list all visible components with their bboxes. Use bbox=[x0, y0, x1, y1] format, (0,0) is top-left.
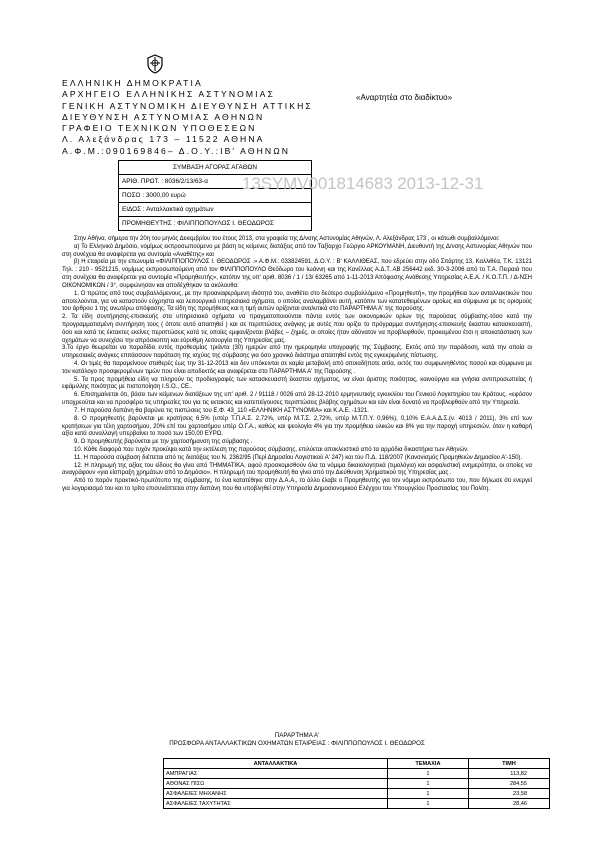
publish-online-note: «Αναρτητέα στο διαδίκτυο» bbox=[356, 93, 453, 102]
table-row bbox=[164, 789, 550, 799]
part-name: ΑΣΦΑΛΕΙΕΣ ΤΑΧΥΤΗΤΑΣ bbox=[164, 799, 388, 809]
contract-title: ΣΥΜΒΑΣΗ ΑΓΟΡΑΣ ΑΓΑΘΩΝ bbox=[119, 161, 312, 175]
greek-emblem-icon bbox=[146, 54, 164, 74]
table-row bbox=[164, 779, 550, 789]
part-name: ΑΣΦΑΛΕΙΕΣ ΜΗΧΑΝΗΣ bbox=[164, 789, 388, 799]
header-line: Α.Φ.Μ.:090169846– Δ.Ο.Υ.:ΙΒ' ΑΘΗΝΩΝ bbox=[62, 145, 291, 156]
annex-title: ΠΑΡΑΡΤΗΜΑ Α' bbox=[274, 732, 320, 739]
body-paragraph: 5. Τα προς προμήθεια είδη να πληρούν τις προδιαγραφές των κατασκευαστή έκαστου οχήματος, να είναι άριστης ποιότητας, καινούργια και γνήσια αντιπροσωπείας ή εφάμιλλης ποιότητας με πιστοποίηση I.S.O., CE.. bbox=[62, 376, 532, 391]
header-line: ΕΛΛΗΝΙΚΗ ΔΗΜΟΚΡΑΤΙΑ bbox=[62, 78, 203, 88]
table-row bbox=[164, 799, 550, 809]
part-price: 284,55 bbox=[468, 779, 549, 789]
body-paragraph: 3.Το έργο θεωρείται να παραδίδει εντός προθεσμίας τριάντα (30) ημερών από την ημερομηνία υπογραφής της Σύμβασης. Εκτός από την παράδοση, κατά την οποία οι υπηρεσιακές ανάγκες επιτάσσουν παράταση της ισχύος της σύμβασης για όσο χρονικό διάστημα απαιτηθεί εντός της εγκεκριμένης πίστωσης. bbox=[62, 345, 532, 360]
part-price: 113,82 bbox=[468, 769, 549, 779]
body-paragraph: 10. Κάθε διαφορά που τυχόν προκύψει κατά την εκτέλεση της παρούσας σύμβασης, επιλύεται αποκλειστικά από τα αρμόδια δικαστήρια των Αθηνών. bbox=[74, 446, 469, 453]
column-header: ΤΕΜΑΧΙΑ bbox=[387, 759, 468, 769]
parts-table bbox=[163, 758, 550, 809]
header-line: Λ. Αλεξάνδρας 173 – 11522 ΑΘΗΝΑ bbox=[62, 134, 265, 145]
body-paragraph: β) Η εταιρεία με την επωνυμία «ΦΙΛΙΠΠΟΠΟΥΛΟΣ Ι. ΘΕΟΔΩΡΟΣ .» Α.Φ.Μ.: 033824591, Δ.Ο.Υ. : Β' ΚΑΛΛΙΘΕΑΣ, που εδρεύει στην οδό Σπάρτης 13, Καλλιθέα, Τ.Κ. 13121 Τηλ. : 210 - 9521215, νομίμως εκπροσωπούμενη από τον ΦΙΛΙΠΠΟΠΟΥΛΟ Θεόδωρο του Ιωάννη και της Κανέλλας Α.Δ.Τ. ΑΒ 256442 εκδ. 30-3-2006 από το Τ.Α. Πειραιά που στη συνέχεια θα αναφέρεται για συντομία «Προμηθευτής», κατόπιν της υπ' αριθ. 8036 / 1 / 13/ 63265 από 1-11-2013 Απόφασης Ανάθεσης Υπηρεσίας Α.Ε.Α. / Κ.Ο.Τ.Π. / Δ-ΝΣΗ ΟΙΚΟΝΟΜΙΚΩΝ / 3°, συμφώνησαν και αποδέχθηκαν τα ακόλουθα: bbox=[62, 259, 532, 289]
body-paragraph: 9. Ο προμηθευτής βαρύνεται με την χαρτοσήμανση της σύμβασης . bbox=[74, 439, 253, 446]
body-paragraph: 11. Η παρούσα σύμβαση διέπεται από τις διατάξεις του Ν. 2362/95 (Περί Δημοσίου Λογιστικού Α' 247) και του Π.Δ. 118/2007 (Κανονισμός Προμηθειών Δημοσίου Α'-150). bbox=[74, 454, 523, 461]
body-paragraph: α) Το Ελληνικό Δημόσιο, νομίμως εκπροσωπούμενο με βάση τις κείμενες διατάξεις από τον Ταξίαρχο Γεώργιο ΑΡΚΟΥΜΑΝΗ, Διευθυντή της Δ/νσης Αστυνομίας Αθηνών που στη συνέχεια θα αναφέρεται για συντομία «Αναθέτης» και bbox=[62, 243, 532, 258]
body-paragraph: 8. Ο προμηθευτής βαρύνεται με κρατήσεις 6,5% (υπέρ Τ.Π.Α.Σ. 2,72%, υπέρ Μ.Τ.Σ. 2,72%, υπέρ Μ.Τ.Π.Υ. 0,96%), 0,10% Ε.Α.Α.Δ.Σ.(ν. 4013 / 2011), 3% επί των κρατήσεων για τέλη χαρτοσήμου, 20% επί του χαρτοσήμου υπέρ Ο.Γ.Α., καθώς και ψεολογία 4% για την προμήθεια υλικών και 8% για την παροχή υπηρεσιών, όταν η καθαρή αξία κατά συναλλαγή υπερβαίνει το ποσό των 150,00 ΕΥΡΩ. bbox=[62, 415, 532, 438]
body-paragraph: 12. Η πληρωμή της αξίας του είδους θα γίνει από ΤΗΜΜΑΤΙΚΑ, αφού προσκομισθούν όλα τα νόμιμα δικαιολογητικά (τιμολόγιο) και ασφαλιστική ενημερότητα, οι οποίες να αναγράφουν «για είσπραξη χρημάτων από το Δημόσιο». Η πληρωμή του προμηθευτή θα γίνει από την Διεύθυνση Χρηματικού της Υπηρεσίας μας . bbox=[62, 462, 532, 477]
body-paragraph: 6. Επισημαίνεται ότι, βάσει των κείμενων διατάξεων της υπ' αριθ. 2 / 91118 / 0026 από 28-12-2010 ερμηνευτικής εγκυκλίου του Γενικού Λογιστηρίου του Κράτους, «εφόσον υποχρεούται και να προσφέρει τις υπηρεσίες του για τις εκτακτες και κατεπείγουσες περιπτώσεις βλάβης οχημάτων και εάν είναι δυνατό να προβλεφθούν από την Υπηρεσία. bbox=[62, 392, 532, 407]
protocol-number: ΑΡΙΘ. ΠΡΩΤ. : 8036/2/13/63-α bbox=[119, 175, 312, 189]
part-quantity: 1 bbox=[387, 769, 468, 779]
column-header: ΑΝΤΑΛΛΑΚΤΙΚΑ bbox=[164, 759, 388, 769]
ada-watermark-code: 13SYMV001814683 2013-12-31 bbox=[242, 174, 484, 193]
body-paragraph: 1. Ο πρώτος από τους συμβαλλόμενους, με την προαναφερόμενη ιδιότητά του, αναθέτει στο δεύτερο συμβαλλόμενο «Προμηθευτή», την προμήθεια των ανταλλακτικών που αποτελούνται, για να καταστούν εύχρηστα και λειτουργικά υπηρεσιακά οχήματα, ο οποίος αναλαμβάνει αυτή, κατόπιν των κατατεθειμένων ομοίως και σύμφωνα με τις ορισμούς του άρθρου 1 της ανωτέρω απόφασης. Τα είδη της προμήθειας και η τιμή αυτών ορίζονται αναλυτικά στο ΠΑΡΑΡΤΗΜΑ Α' της παρούσης. bbox=[62, 290, 532, 313]
contract-info-table bbox=[118, 160, 312, 231]
contract-amount: ΠΟΣΟ : 3000,00 ευρώ bbox=[119, 189, 312, 203]
table-row bbox=[164, 769, 550, 779]
contract-supplier: ΠΡΟΜΗΘΕΥΤΗΣ : ΦΙΛΙΠΠΟΠΟΥΛΟΣ Ι. ΘΕΟΔΩΡΟΣ bbox=[119, 217, 312, 231]
part-name: ΑΜΠΡΑΓΙΑΣ bbox=[164, 769, 388, 779]
part-price: 23,58 bbox=[468, 789, 549, 799]
issuer-header bbox=[62, 78, 392, 157]
body-paragraph: Από το παρόν πρακτικό-πρωτότυπο της σύμβασης, το ένα κατατέθηκε στην Δ.Α.Α., το άλλο έλαβε ο Προμηθευτής για τον νόμιμο εκπρόσωπο του, που δήλωσε ότι ενεργεί για λογαριασμό του και το τρίτο επισυνάπτεται στην δαπάνη που θα υποβληθεί στην Υπηρεσία Δημοσιονομικού Ελέγχου του Υπουργείου Προστασίας του Πολίτη. bbox=[62, 478, 532, 492]
annex-heading bbox=[62, 732, 532, 747]
body-paragraph: 2. Τα είδη συντήρησης-επισκευής στα υπηρεσιακά οχήματα να πραγματοποιούνται πάντα εντός των οικονομικών ορίων της παρούσας σύμβασης-τόσο κατά την προγραμματισμένη συντήρηση τους ( όποτε αυτό απαιτηθεί ) και σε περιπτώσεις ανάγκης με αυτές που ορίζει το πρόγραμμα συντήρησης-επισκευής έκαστου κατασκευαστή, όσο και κατά τις έκτακτες εκείνες περιπτώσεις κατά τις οποίες εμφανίζονται βλάβες – ζημιές, οι οποίες ήταν αδύνατον να προβλεφθούν, προκειμένου έτσι η αποκατάσταση των οχημάτων να συνεχίσει την απρόσκοπτη και εύρυθμη λειτουργία της Υπηρεσίας μας. bbox=[62, 314, 532, 344]
header-line: ΓΡΑΦΕΙΟ ΤΕΧΝΙΚΩΝ ΥΠΟΘΕΣΕΩΝ bbox=[62, 123, 257, 134]
part-quantity: 1 bbox=[387, 779, 468, 789]
header-line: ΑΡΧΗΓΕΙΟ ΕΛΛΗΝΙΚΗΣ ΑΣΤΥΝΟΜΙΑΣ bbox=[62, 89, 275, 100]
body-paragraph: 7. Η παρούσα δαπάνη θα βαρύνει τις πιστώσεις του Ε.Φ. 43_110 «ΕΛΛΗΝΙΚΗ ΑΣΤΥΝΟΜΙΑ» και Κ.Α.Ε. -1321. bbox=[74, 407, 369, 414]
column-header: ΤΙΜΗ bbox=[468, 759, 549, 769]
part-name: ΑΘΟΝΑΣ ΠΙΣΩ bbox=[164, 779, 388, 789]
body-paragraph: 4. Οι τιμές θα παραμείνουν σταθερές έως την 31-12-2013 και δεν υπόκεινται σε καμία μεταβολή από οποιαδήποτε αιτία, εκτός του συμφωνηθέντος ποσού και σύμφωνα με τον κατάλογο προσφερομένων τιμών που είναι αποδεκτός και αναφέρεται στο ΠΑΡΑΡΤΗΜΑ Α' της Παρούσης . bbox=[62, 361, 532, 375]
part-quantity: 1 bbox=[387, 799, 468, 809]
contract-type: ΕΙΔΟΣ : Ανταλλακτικά οχημάτων bbox=[119, 203, 312, 217]
part-quantity: 1 bbox=[387, 789, 468, 799]
body-paragraph: Στην Αθήνα, σήμερα την 20η του μηνός Δεκεμβρίου του έτους 2013, στα γραφεία της Δ/νσης Αστυνομίας Αθηνών, Λ. Αλεξάνδρας 173 , οι κάτωθι συμβαλλόμενοι: bbox=[74, 236, 500, 242]
header-line: ΓΕΝΙΚΗ ΑΣΤΥΝΟΜΙΚΗ ΔΙΕΥΘΥΝΣΗ ΑΤΤΙΚΗΣ bbox=[62, 100, 313, 111]
annex-subtitle: ΠΡΟΣΦΟΡΑ ΑΝΤΑΛΛΑΚΤΙΚΩΝ ΟΧΗΜΑΤΩΝ ΕΤΑΙΡΕΙΑΣ : ΦΙΛΙΠΠΟΠΟΥΛΟΣ Ι. ΘΕΟΔΩΡΟΣ bbox=[169, 739, 425, 747]
part-price: 28,46 bbox=[468, 799, 549, 809]
header-line: ΔΙΕΥΘΥΝΣΗ ΑΣΤΥΝΟΜΙΑΣ ΑΘΗΝΩΝ bbox=[62, 111, 265, 122]
contract-body bbox=[62, 236, 532, 494]
